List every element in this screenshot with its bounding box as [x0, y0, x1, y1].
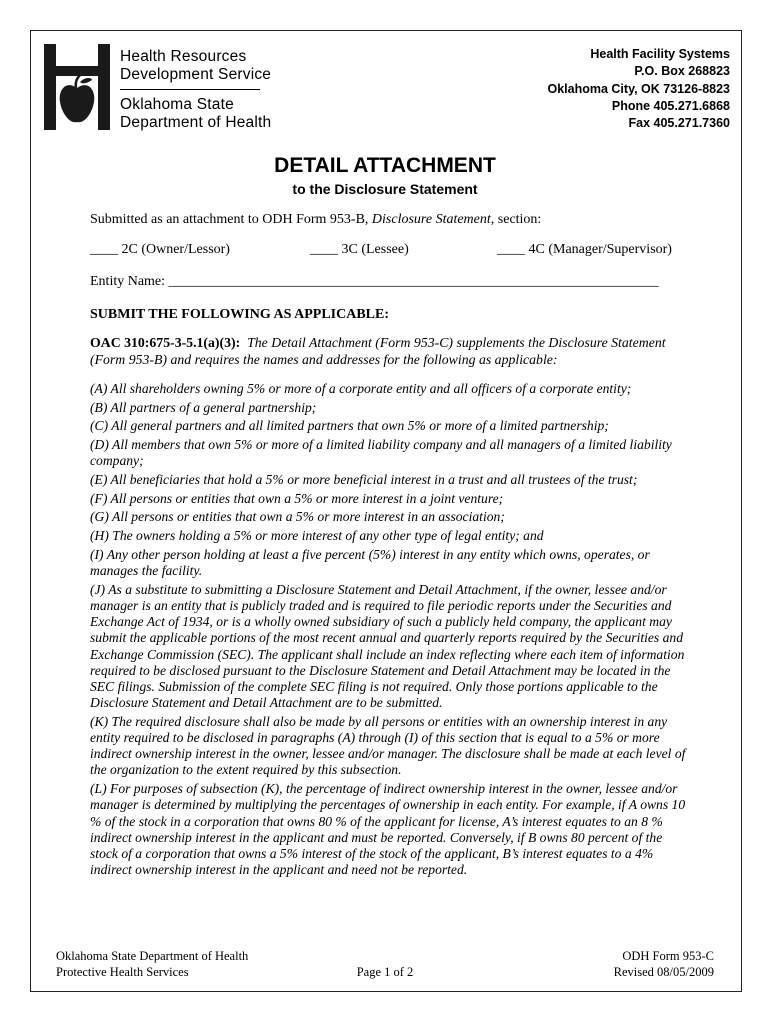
oac-paragraph — [90, 335, 690, 368]
list-item: (E) All beneficiaries that hold a 5% or more beneficial interest in a trust and all trustees of the trust; — [90, 472, 638, 488]
page-number: Page 1 of 2 — [356, 965, 414, 979]
section-3c-option[interactable]: ____ 3C (Lessee) — [310, 242, 409, 257]
footer-division: Protective Health Services — [56, 965, 189, 979]
list-item: (F) All persons or entities that own a 5% or more interest in a joint venture; — [90, 490, 504, 506]
list-item: (H) The owners holding a 5% or more interest of any other type of legal entity; and — [90, 528, 544, 544]
page-subtitle: to the Disclosure Statement — [292, 181, 478, 197]
list-item: (J) As a substitute to submitting a Disclosure Statement and Detail Attachment, if the owner, lessee and/or manager is an entity that is publicly traded and is required to file periodic reports under the Securities and Exchange Act of 1934, or is a wholly owned subsidiary of such a publicly held company, the applicant may submit the applicable portions of the most recent annual and quarterly reports required by the Securities and Exchange Commission (SEC). The applicant shall include an index reflecting where each item of information required to be disclosed pursuant to the Disclosure Statement and Detail Attachment may be located in the SEC filings. Submission of the complete SEC filing is not required. Only those portions applicable to the Disclosure Statement and Detail Attachment are to be submitted. — [90, 581, 685, 711]
section-2c-option[interactable]: ____ 2C (Owner/Lessor) — [90, 242, 230, 257]
odh-logo-icon — [44, 44, 110, 130]
list-item: (K) The required disclosure shall also be made by all persons or entities with an ownership interest in any entity required to be disclosed in paragraphs (A) through (I) of this section that is equal to a 5% or more indirect ownership interest in the owner, lessee and/or manager. The disclosure shall be made at each level of the organization to the extent required by this subsection. — [90, 713, 686, 778]
submitted-form-name: Disclosure Statement — [371, 212, 491, 227]
list-item: (L) For purposes of subsection (K), the percentage of indirect ownership interest in the owner, lessee and/or manager is determined by multiplying the percentages of ownership in each entity. For example, if A owns 10 % of the stock in a corporation that owns 80 % of the applicant for license, A’s interest equates to an 8 % indirect ownership interest in the applicant and must be reported. Conversely, if B owns 80 percent of the stock of a corporation that owns a 5% interest of the stock of the applicant, B’s interest equates to a 4% indirect ownership interest in the applicant and need not be reported. — [90, 781, 686, 878]
org-name-line-1: Health Resources — [120, 48, 247, 65]
org-name-line-2: Development Service — [120, 66, 272, 83]
address-line: P.O. Box 268823 — [634, 64, 730, 79]
list-item: (C) All general partners and all limited partners that own 5% or more of a limited partnership; — [90, 418, 609, 434]
section-4c-option[interactable]: ____ 4C (Manager/Supervisor) — [497, 242, 672, 257]
requirements-list — [90, 381, 690, 881]
submitted-prefix: Submitted as an attachment to ODH Form 953-B, — [90, 212, 372, 227]
form-number: ODH Form 953-C — [622, 949, 714, 963]
oac-reference: OAC 310:675-3-5.1(a)(3): — [90, 335, 241, 350]
entity-name-field[interactable]: Entity Name: ______________________________________________________________________ — [90, 274, 659, 289]
footer-org: Oklahoma State Department of Health — [56, 949, 249, 963]
oac-text: The Detail Attachment (Form 953-C) supplements the Disclosure Statement (Form 953-B) and requires the names and addresses for the following as applicable: — [90, 335, 666, 367]
org-name-line-3: Oklahoma State — [120, 96, 234, 113]
footer-right — [614, 948, 714, 980]
address-block — [548, 46, 731, 132]
address-line: Health Facility Systems — [590, 47, 730, 61]
list-item: (A) All shareholders owning 5% or more of a corporate entity and all officers of a corporate entity; — [90, 381, 632, 396]
org-name-line-4: Department of Health — [120, 114, 272, 131]
list-item: (B) All partners of a general partnership; — [90, 399, 317, 415]
address-line: Fax 405.271.7360 — [628, 116, 730, 131]
submit-heading: SUBMIT THE FOLLOWING AS APPLICABLE: — [90, 307, 389, 322]
submitted-line — [90, 212, 541, 228]
list-item: (I) Any other person holding at least a five percent (5%) interest in any entity which owns, operates, or manages the facility. — [90, 546, 650, 579]
address-line: Phone 405.271.6868 — [611, 98, 730, 113]
submitted-suffix: , section: — [490, 212, 542, 227]
org-divider — [120, 89, 260, 90]
list-item: (D) All members that own 5% or more of a limited liability company and all managers of a limited liability company; — [90, 437, 672, 469]
revision-date: Revised 08/05/2009 — [613, 965, 714, 979]
address-line: Oklahoma City, OK 73126-8823 — [547, 81, 730, 96]
list-item: (G) All persons or entities that own a 5% or more interest in an association; — [90, 509, 505, 525]
page-title: DETAIL ATTACHMENT — [274, 154, 496, 177]
